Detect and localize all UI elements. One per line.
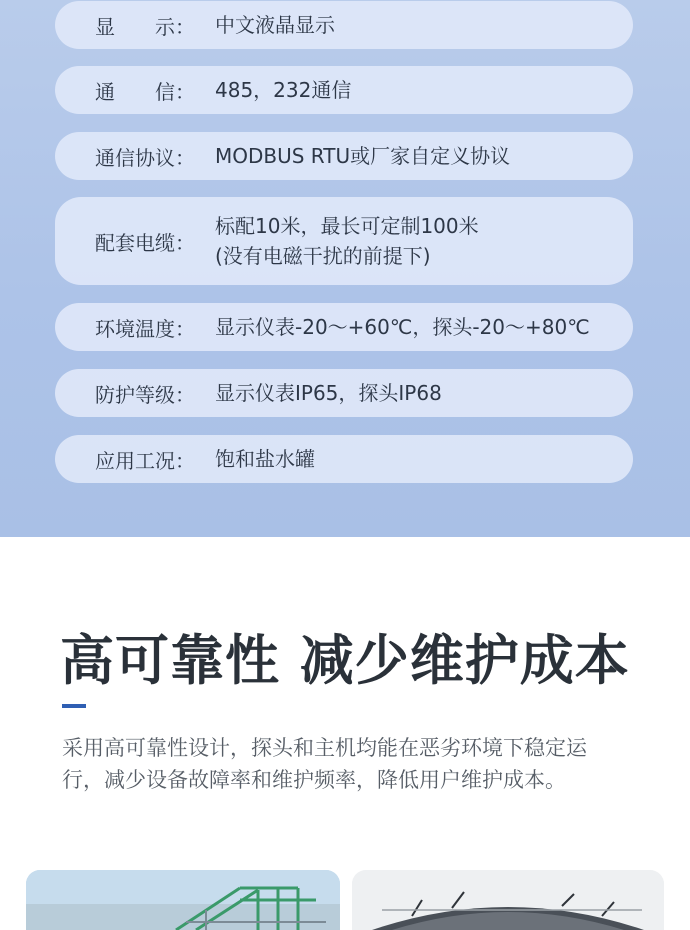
- tank-dome-photo: [352, 870, 664, 930]
- title-underline: [62, 704, 86, 708]
- spec-row-temperature: [55, 303, 633, 351]
- spec-label: 防护等级：: [95, 382, 195, 407]
- spec-value: 标配10米，最长可定制100米 (没有电磁干扰的前提下): [215, 214, 479, 268]
- spec-value: MODBUS RTU或厂家自定义协议: [215, 144, 511, 168]
- spec-row-display: [55, 1, 633, 49]
- tank-platform-photo: [26, 870, 340, 930]
- spec-label: 通 信：: [95, 79, 195, 104]
- tank-platform-illustration: [26, 870, 340, 930]
- section-description: 采用高可靠性设计，探头和主机均能在恶劣环境下稳定运行，减少设备故障率和维护频率，降低用户维护成本。: [62, 736, 587, 792]
- spec-row-communication: [55, 66, 633, 114]
- spec-label: 显 示：: [95, 14, 195, 39]
- tank-dome-illustration: [352, 870, 664, 930]
- spec-label: 通信协议：: [95, 145, 195, 170]
- spec-row-protection: [55, 369, 633, 417]
- spec-value: 显示仪表-20～+60℃，探头-20～+80℃: [215, 315, 590, 339]
- spec-label: 配套电缆：: [95, 230, 195, 255]
- spec-value: 饱和盐水罐: [215, 447, 315, 471]
- spec-row-protocol: [55, 132, 633, 180]
- spec-row-cable: [55, 197, 633, 285]
- spec-value: 显示仪表IP65，探头IP68: [215, 381, 442, 405]
- spec-value: 中文液晶显示: [215, 13, 335, 37]
- section-title: 高可靠性 减少维护成本: [60, 629, 630, 692]
- spec-label: 环境温度：: [95, 316, 195, 341]
- spec-row-application: [55, 435, 633, 483]
- spec-label: 应用工况：: [95, 448, 195, 473]
- spec-value: 485，232通信: [215, 78, 352, 102]
